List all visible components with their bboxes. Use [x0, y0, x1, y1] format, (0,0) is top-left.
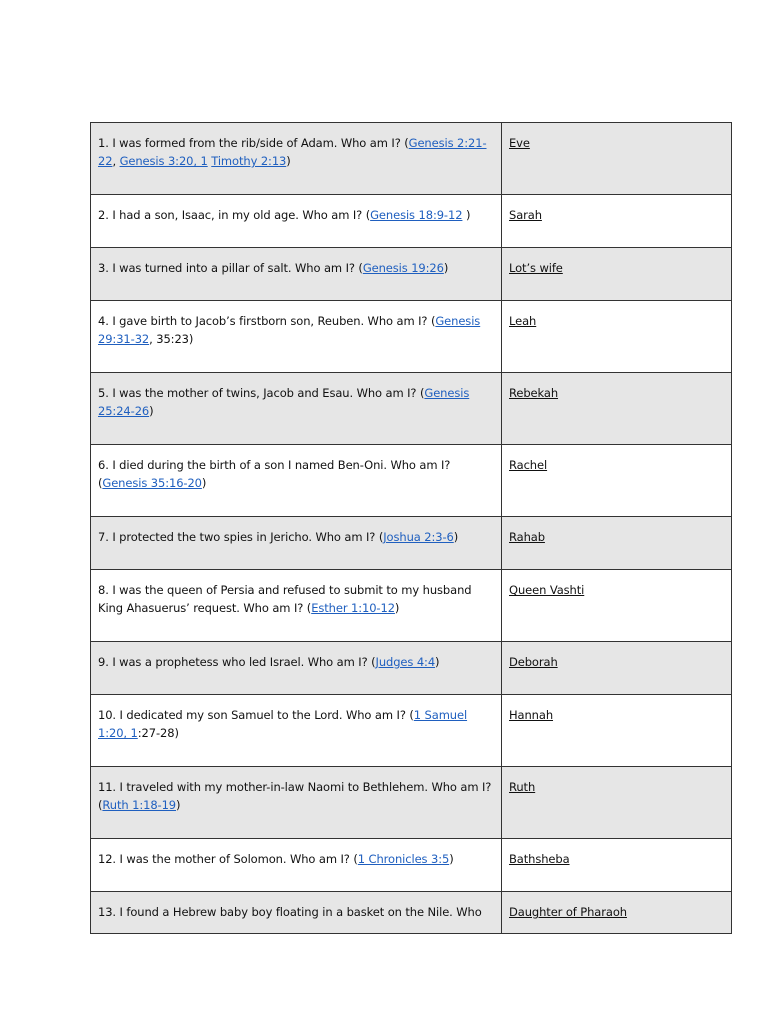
- scripture-reference-link[interactable]: Genesis 19:26: [362, 261, 444, 275]
- scripture-reference-link[interactable]: Genesis 25:24-26: [98, 386, 470, 418]
- question-cell: [91, 248, 502, 301]
- answer-cell: [502, 123, 732, 195]
- question-cell: [91, 892, 502, 934]
- answer-cell: [502, 195, 732, 248]
- scripture-reference-link[interactable]: Judges 4:4: [375, 655, 436, 669]
- answer-text: Sarah: [509, 208, 542, 222]
- answer-text: Daughter of Pharaoh: [509, 905, 627, 919]
- question-text: ): [201, 476, 207, 490]
- quiz-table-body: [91, 123, 732, 934]
- quiz-table: [90, 122, 732, 934]
- question-text: 12. I was the mother of Solomon. Who am I? (: [98, 852, 358, 866]
- answer-cell: [502, 892, 732, 934]
- table-row: [91, 695, 732, 767]
- question-text: :27-28): [137, 726, 179, 740]
- scripture-reference-link[interactable]: 1 Samuel 1:20, 1: [98, 708, 468, 740]
- table-row: [91, 570, 732, 642]
- question-cell: [91, 839, 502, 892]
- scripture-reference-link[interactable]: Esther 1:10-12: [311, 601, 395, 615]
- question-text: 2. I had a son, Isaac, in my old age. Who am I? (: [98, 208, 371, 222]
- answer-cell: [502, 695, 732, 767]
- question-cell: [91, 767, 502, 839]
- question-cell: [91, 642, 502, 695]
- question-cell: [91, 301, 502, 373]
- answer-text: Rahab: [509, 530, 545, 544]
- answer-text: Deborah: [509, 655, 558, 669]
- question-cell: [91, 123, 502, 195]
- table-row: [91, 517, 732, 570]
- answer-cell: [502, 767, 732, 839]
- question-text: 1. I was formed from the rib/side of Adam. Who am I? (: [98, 136, 409, 150]
- answer-text: Rebekah: [509, 386, 559, 400]
- question-text: 11. I traveled with my mother-in-law Naomi to Bethlehem. Who am I? (: [98, 780, 492, 812]
- table-row: [91, 892, 732, 934]
- scripture-reference-link[interactable]: Genesis 29:31-32: [98, 314, 481, 346]
- answer-cell: [502, 445, 732, 517]
- question-text: 7. I protected the two spies in Jericho. Who am I? (: [98, 530, 384, 544]
- answer-cell: [502, 839, 732, 892]
- question-text: ): [176, 798, 181, 812]
- table-row: [91, 445, 732, 517]
- answer-text: Hannah: [509, 708, 554, 722]
- answer-text: Queen Vashti: [509, 583, 585, 597]
- question-text: 6. I died during the birth of a son I named Ben-Oni. Who am I? (: [98, 458, 451, 490]
- question-text: ): [449, 852, 454, 866]
- answer-cell: [502, 248, 732, 301]
- scripture-reference-link[interactable]: Genesis 35:16-20: [102, 476, 202, 490]
- answer-cell: [502, 517, 732, 570]
- table-row: [91, 195, 732, 248]
- scripture-reference-link[interactable]: Joshua 2:3-6: [383, 530, 454, 544]
- question-text: ): [394, 601, 400, 615]
- table-row: [91, 642, 732, 695]
- question-text: ): [149, 404, 154, 418]
- answer-cell: [502, 301, 732, 373]
- table-row: [91, 248, 732, 301]
- question-text: 9. I was a prophetess who led Israel. Who am I? (: [98, 655, 376, 669]
- scripture-reference-link[interactable]: Genesis 2:21-22: [98, 136, 487, 168]
- answer-text: Lot’s wife: [509, 261, 563, 275]
- question-text: ): [462, 208, 471, 222]
- question-text: , 35:23): [149, 332, 194, 346]
- table-row: [91, 767, 732, 839]
- question-text: 3. I was turned into a pillar of salt. Who am I? (: [98, 261, 363, 275]
- question-cell: [91, 373, 502, 445]
- question-text: 4. I gave birth to Jacob’s firstborn son, Reuben. Who am I? (: [98, 314, 436, 328]
- scripture-reference-link[interactable]: Ruth 1:18-19: [102, 798, 177, 812]
- answer-cell: [502, 642, 732, 695]
- answer-cell: [502, 373, 732, 445]
- answer-text: Eve: [509, 136, 530, 150]
- table-row: [91, 839, 732, 892]
- question-text: ): [286, 154, 291, 168]
- question-text: 8. I was the queen of Persia and refused to submit to my husband King Ahasuerus’ request. Who am I? (: [98, 583, 472, 615]
- question-text: ): [453, 530, 459, 544]
- question-text: ): [435, 655, 440, 669]
- question-text: 13. I found a Hebrew baby boy floating in a basket on the Nile. Who: [98, 905, 482, 919]
- question-cell: [91, 517, 502, 570]
- question-cell: [91, 195, 502, 248]
- answer-text: Ruth: [509, 780, 536, 794]
- scripture-reference-link[interactable]: Genesis 3:20, 1: [119, 154, 208, 168]
- question-text: ): [443, 261, 449, 275]
- answer-text: Rachel: [509, 458, 548, 472]
- scripture-reference-link[interactable]: 1 Chronicles 3:5: [357, 852, 450, 866]
- question-cell: [91, 695, 502, 767]
- answer-text: Bathsheba: [509, 852, 570, 866]
- scripture-reference-link[interactable]: Genesis 18:9-12: [370, 208, 463, 222]
- scripture-reference-link[interactable]: Timothy 2:13: [211, 154, 287, 168]
- table-row: [91, 373, 732, 445]
- question-cell: [91, 445, 502, 517]
- question-cell: [91, 570, 502, 642]
- table-row: [91, 301, 732, 373]
- table-row: [91, 123, 732, 195]
- question-text: 10. I dedicated my son Samuel to the Lord. Who am I? (: [98, 708, 414, 722]
- answer-cell: [502, 570, 732, 642]
- question-text: ,: [112, 154, 120, 168]
- question-text: 5. I was the mother of twins, Jacob and Esau. Who am I? (: [98, 386, 425, 400]
- answer-text: Leah: [509, 314, 537, 328]
